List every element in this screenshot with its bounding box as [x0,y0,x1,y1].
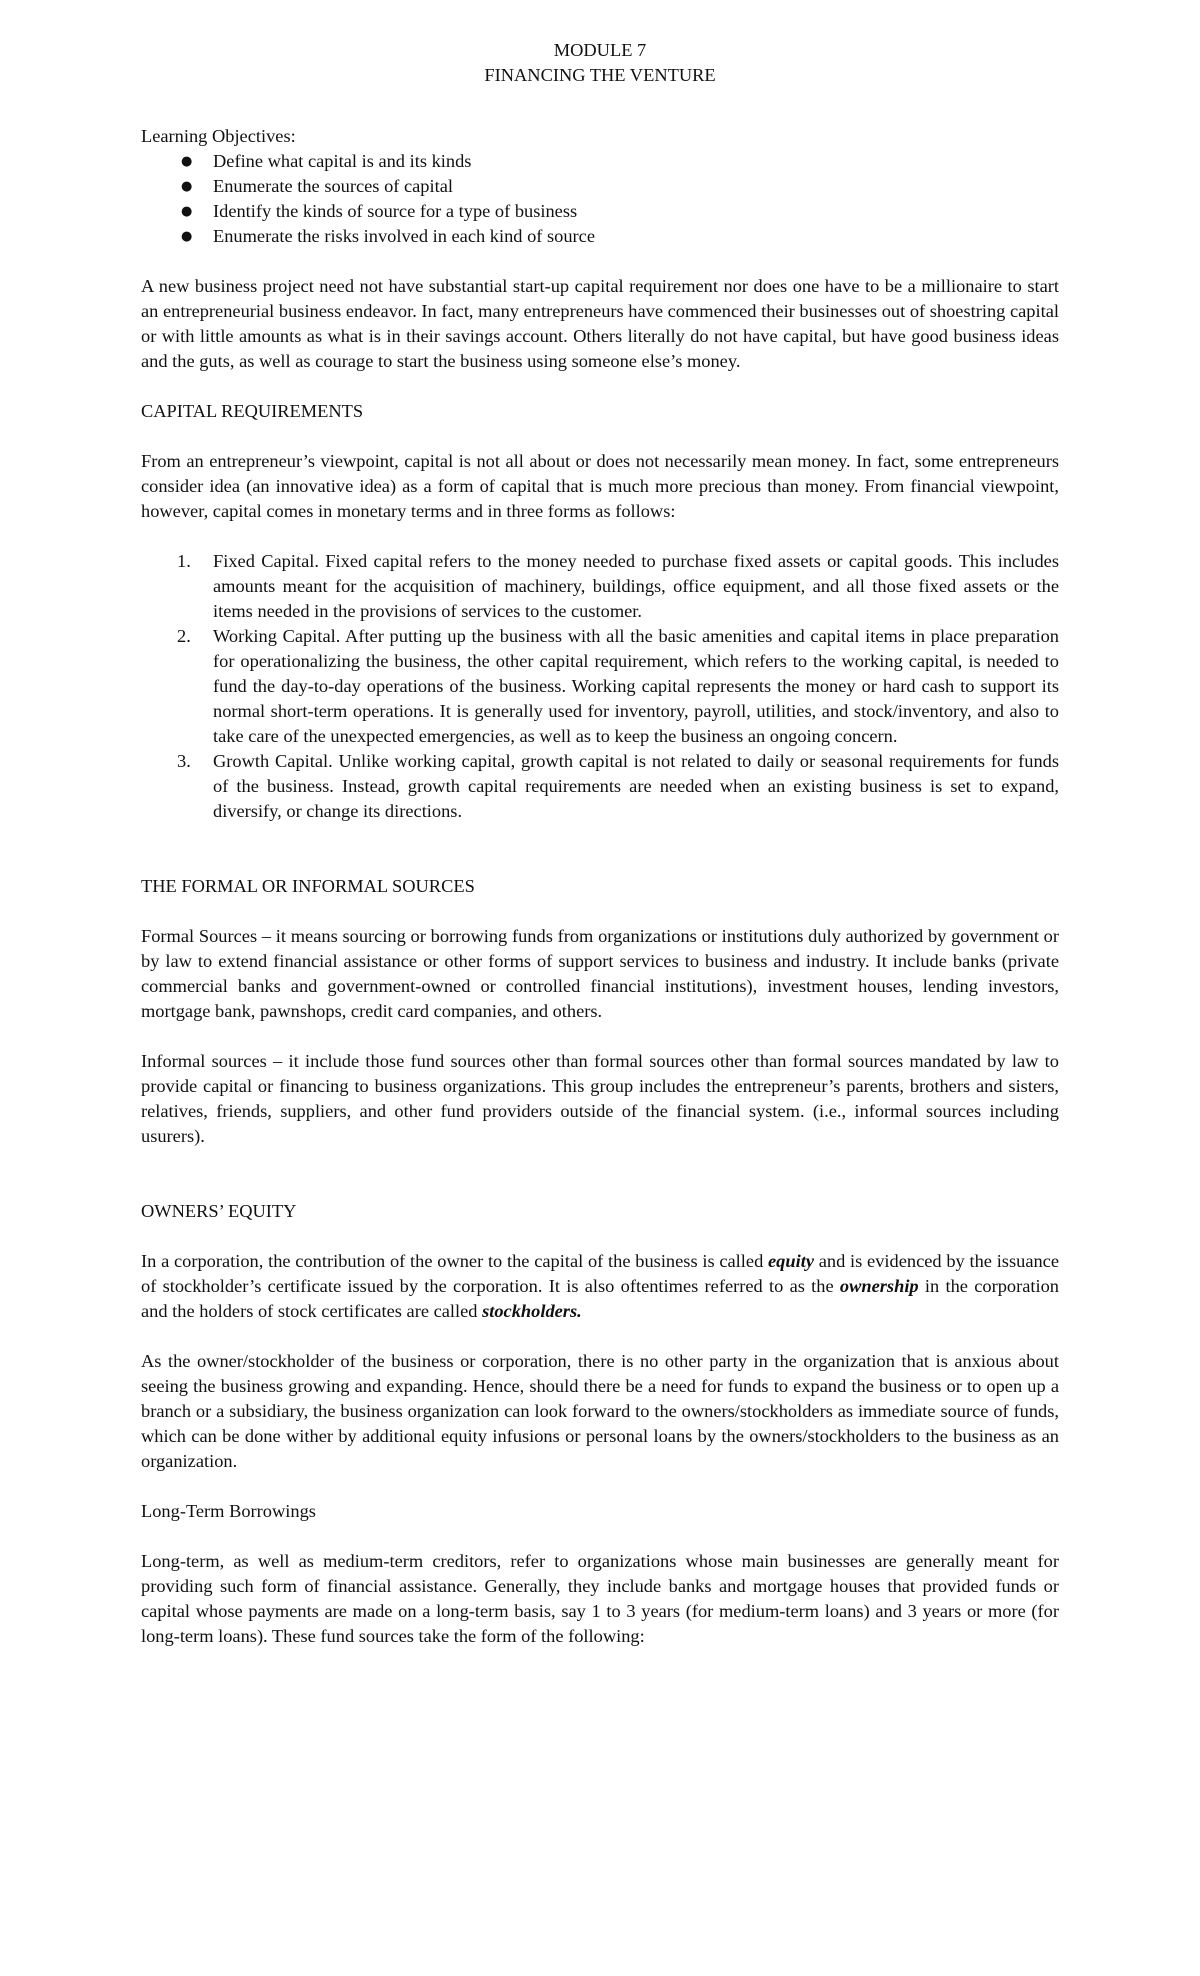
page-title: FINANCING THE VENTURE [484,65,716,85]
module-number: MODULE 7 [553,40,647,60]
owners-equity-paragraph-2: As the owner/stockholder of the business or corporation, there is no other party in the organization that is anxious about seeing the business growing and expanding. Hence, should there be a need for funds to expand the business or to open up a branch or a subsidiary, the business organization can look forward to the owners/stockholders as immediate source of funds, which can be done wither by additional equity infusions or personal loans by the owners/stockholders to the business as an organization. [141,1351,1059,1471]
intro-paragraph: A new business project need not have substantial start-up capital requirement nor does one have to be a millionaire to start an entrepreneurial business endeavor. In fact, many entrepreneurs have commenced their businesses out of shoestring capital or with little amounts as what is in their savings account. Others literally do not have capital, but have good business ideas and the guts, as well as courage to start the business using someone else’s money. [141,276,1059,371]
list-item: 1. Fixed Capital. Fixed capital refers to the money needed to purchase fixed assets or capital goods. This includes amounts meant for the acquisition of machinery, buildings, office equipment, and all those fixed assets or the items needed in the provisions of services to the customer. [177,551,1059,621]
term-stockholders: stockholders. [482,1301,582,1321]
long-term-borrowings-heading: Long-Term Borrowings [141,1501,316,1521]
bullet-icon: ● [181,229,193,244]
document-page [141,38,1059,1674]
bullet-icon: ● [181,204,193,219]
bullet-icon: ● [181,179,193,194]
list-item: ● Identify the kinds of source for a type of business [141,199,1059,224]
owners-equity-heading: OWNERS’ EQUITY [141,1201,297,1221]
learning-objectives-heading: Learning Objectives: [141,126,296,146]
owners-equity-paragraph-1: In a corporation, the contribution of the owner to the capital of the business is called equity and is evidenced by the issuance of stockholder’s certificate issued by the corporation. It is also oftentimes referred to as the ownership in the corporation and the holders of stock certificates are called stockholders. [141,1251,1059,1321]
capital-requirements-heading: CAPITAL REQUIREMENTS [141,401,364,421]
informal-sources-paragraph: Informal sources – it include those fund sources other than formal sources other than formal sources mandated by law to provide capital or financing to business organizations. This group includes the entrepreneur’s parents, brothers and sisters, relatives, friends, suppliers, and other fund providers outside of the financial system. (i.e., informal sources including usurers). [141,1051,1059,1146]
bullet-icon: ● [181,154,193,169]
list-item: ● Enumerate the sources of capital [141,174,1059,199]
list-item: ● Define what capital is and its kinds [141,149,1059,174]
term-ownership: ownership [839,1276,919,1296]
capital-forms-list [141,549,1059,824]
term-equity: equity [768,1251,814,1271]
list-item: 3. Growth Capital. Unlike working capital, growth capital is not related to daily or seasonal requirements for funds of the business. Instead, growth capital requirements are needed when an existing business is set to expand, diversify, or change its directions. [177,751,1059,821]
learning-objectives-list [141,149,1059,249]
long-term-borrowings-paragraph: Long-term, as well as medium-term creditors, refer to organizations whose main businesses are generally meant for providing such form of financial assistance. Generally, they include banks and mortgage houses that provided funds or capital whose payments are made on a long-term basis, say 1 to 3 years (for medium-term loans) and 3 years or more (for long-term loans). These fund sources take the form of the following: [141,1551,1059,1646]
list-item: ● Enumerate the risks involved in each kind of source [141,224,1059,249]
list-item: 2. Working Capital. After putting up the business with all the basic amenities and capital items in place preparation for operationalizing the business, the other capital requirement, which refers to the working capital, is needed to fund the day-to-day operations of the business. Working capital represents the money or hard cash to support its normal short-term operations. It is generally used for inventory, payroll, utilities, and stock/inventory, and also to take care of the unexpected emergencies, as well as to keep the business an ongoing concern. [177,626,1059,746]
capital-requirements-paragraph: From an entrepreneur’s viewpoint, capital is not all about or does not necessarily mean money. In fact, some entrepreneurs consider idea (an innovative idea) as a form of capital that is much more precious than money. From financial viewpoint, however, capital comes in monetary terms and in three forms as follows: [141,451,1059,521]
title-block [141,38,1059,88]
sources-heading: THE FORMAL OR INFORMAL SOURCES [141,876,475,896]
formal-sources-paragraph: Formal Sources – it means sourcing or borrowing funds from organizations or institutions duly authorized by government or by law to extend financial assistance or other forms of support services to business and industry. It include banks (private commercial banks and government-owned or controlled financial institutions), investment houses, lending investors, mortgage bank, pawnshops, credit card companies, and others. [141,926,1059,1021]
